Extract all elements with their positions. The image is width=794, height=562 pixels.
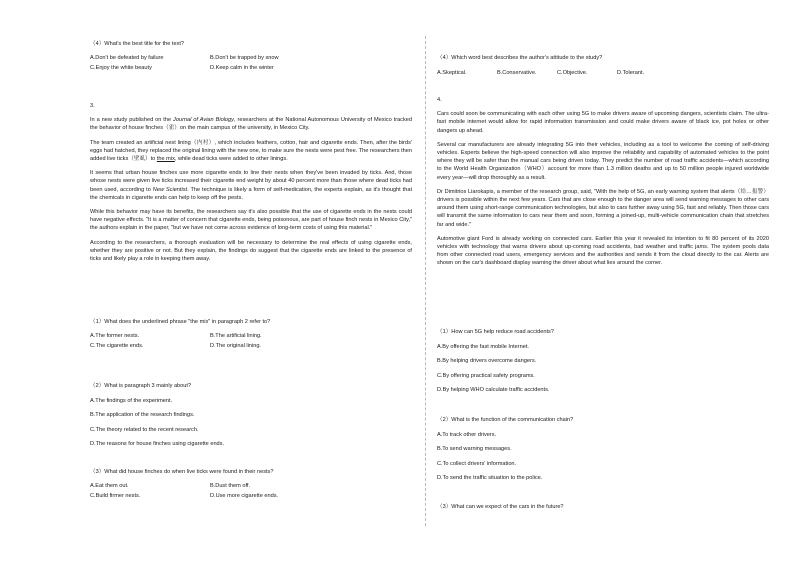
option-b: B.The artificial lining.: [210, 333, 262, 340]
question-stem: （2）What is paragraph 3 mainly about?: [90, 383, 192, 389]
option-d: D.To send the traffic situation to the police.: [437, 474, 543, 481]
option-d: D.The original lining.: [210, 342, 261, 349]
option-a: A.Eat them out.: [90, 483, 129, 490]
passage-number: 4.: [437, 97, 442, 103]
question-stem: （4）Which word best describes the author's attitude to the study?: [437, 55, 603, 61]
option-a: A.Skeptical.: [437, 70, 467, 77]
question-4-previous: [437, 54, 769, 77]
question-4-previous: [90, 40, 412, 72]
option-b: B.To send warning messages.: [437, 446, 512, 453]
option-b: B.Conservative.: [497, 70, 537, 77]
option-a: A.The former nests.: [90, 333, 140, 340]
question-3: [90, 468, 412, 500]
paragraph-3: Dr Dimitrios Liarokapis, a member of the research group, said, "With the help of 5G, an early warning system that alerts（给…报警）drivers is possible within the next few years. Cars that are close enough to the danger area will send warning messages to other cars around them using short-range communication technologies, but also to cars further away using 5G, fast and reliably. Then those cars will transmit the same information to cars near them and soon, forming a joined-up, multi-vehicle communication chain that stretches far and wide.": [437, 188, 769, 228]
option-d: D.By helping WHO calculate traffic accidents.: [437, 386, 550, 393]
option-b: B.By helping drivers overcome dangers.: [437, 358, 537, 365]
option-a: A.To track other drivers.: [437, 432, 497, 439]
option-c: C.Build firmer nests.: [90, 492, 141, 499]
paragraph-2: Several car manufacturers are already integrating 5G into their vehicles, including as a tool to welcome the coming of self-driving vehicles. Experts believe the high-speed connection will also improve the reliability and capability of automated vehicles to the point where they will be safer than the manual cars being driven today. They predict the number of road traffic accidents—which according to the World Health Organization（WHO）account for more than 1.3 million deaths and up to 50 million people injured worldwide every year—will drop thoroughly as a result.: [437, 141, 769, 181]
underlined-phrase: the mix: [156, 156, 175, 163]
paragraph-3: It seems that urban house finches use more cigarette ends to line their nests when they've been invaded by ticks. And, those whose nests were given live ticks increased their cigarette end weight by about 40 percent more than those where dead ticks had been used, according to New Scientist. The technique is likely a form of self-medication, the experts explain, as it's thought that the chemicals in cigarette ends can help to keep off the pests.: [90, 170, 412, 201]
question-2: [437, 416, 769, 482]
passage-3: [90, 102, 412, 263]
option-d: D.Keep calm in the winter: [210, 64, 274, 71]
paragraph-1: Cars could soon be communicating with each other using 5G to make drivers aware of upcoming dangers, scientists claim. The ultra-fast mobile internet would allow for rapid information transmission and could make drivers aware of black ice, pot holes or other dangers up ahead.: [437, 111, 769, 134]
question-1: [90, 318, 412, 350]
option-c: C.The cigarette ends.: [90, 342, 144, 349]
option-d: D.The reasons for house finches using cigarette ends.: [90, 440, 225, 447]
question-stem: （3）What can we expect of the cars in the future?: [437, 504, 564, 510]
option-c: C.By offering practical safety programs.: [437, 372, 535, 379]
question-2: [90, 382, 412, 448]
question-3: [437, 503, 769, 511]
option-d: D.Use more cigarette ends.: [210, 492, 279, 499]
column-divider: [425, 36, 426, 526]
passage-4: [437, 96, 769, 268]
option-a: A.Don't be defeated by failure: [90, 55, 164, 62]
question-stem: （4）What's the best title for the text?: [90, 41, 185, 47]
option-c: C.Objective.: [557, 70, 588, 77]
paragraph-2: The team created an artificial nest lining（内衬）, which includes feathers, cotton, hair and cigarette ends. Then, after the birds' eggs had hatched, they replaced the original lining with the new one, to make sure the nests were pest free. The researchers then added live ticks（壁虱）to the mix, while dead ticks were added to other linings.: [90, 139, 412, 163]
question-1: [437, 328, 769, 394]
question-stem: （1）What does the underlined phrase "the mix" in paragraph 2 refer to?: [90, 319, 271, 325]
paragraph-1: In a new study published on the Journal of Avian Biology, researchers at the National Autonomous University of Mexico tracked the behavior of house finches（雀）on the main campus of the university, in Mexico City.: [90, 117, 412, 132]
option-a: A.By offering the fast mobile Internet.: [437, 344, 529, 351]
option-c: C.Enjoy the white beauty: [90, 64, 152, 71]
passage-number: 3.: [90, 103, 95, 109]
option-b: B.Dust them off.: [210, 483, 251, 490]
paragraph-4: Automotive giant Ford is already working on connected cars. Earlier this year it revealed its intention to fit 80 percent of its 2020 vehicles with technology that warns drivers about up-coming road accidents, bad weather and traffic jams. The system pools data from other connected road users, emergency services and the authorities and sends it from the cloud directly to the car. Alerts are shown on the car's dashboard display warning the driver about what lies around the corner.: [437, 235, 769, 267]
option-b: B.The application of the research findings.: [90, 412, 195, 419]
question-stem: （3）What did house finches do when live ticks were found in their nests?: [90, 469, 274, 475]
question-stem: （2）What is the function of the communication chain?: [437, 417, 574, 423]
option-c: C.The theory related to the recent research.: [90, 426, 199, 433]
paragraph-4: While this behavior may have its benefits, the researchers say it's also possible that the use of cigarette ends in the nests could have negative effects. "It is a matter of concern that cigarette ends, being poisonous, are part of house finch nests in Mexico City," the authors explain in the paper, "but we have not come across evidence of long-term costs of using this material.": [90, 209, 412, 232]
question-stem: （1）How can 5G help reduce road accidents?: [437, 329, 554, 335]
option-c: C.To collect drivers' information.: [437, 460, 517, 467]
option-d: D.Tolerant.: [617, 70, 645, 77]
option-b: B.Don't be trapped by snow: [210, 55, 279, 62]
paragraph-5: According to the researchers, a thorough evaluation will be necessary to determine the real effects of using cigarette ends, whether they are positive or not. But they explain, the findings do suggest that the cigarette ends are linked to the presence of ticks and likely play a role in keeping them away.: [90, 239, 412, 263]
option-a: A.The findings of the experiment.: [90, 398, 173, 405]
